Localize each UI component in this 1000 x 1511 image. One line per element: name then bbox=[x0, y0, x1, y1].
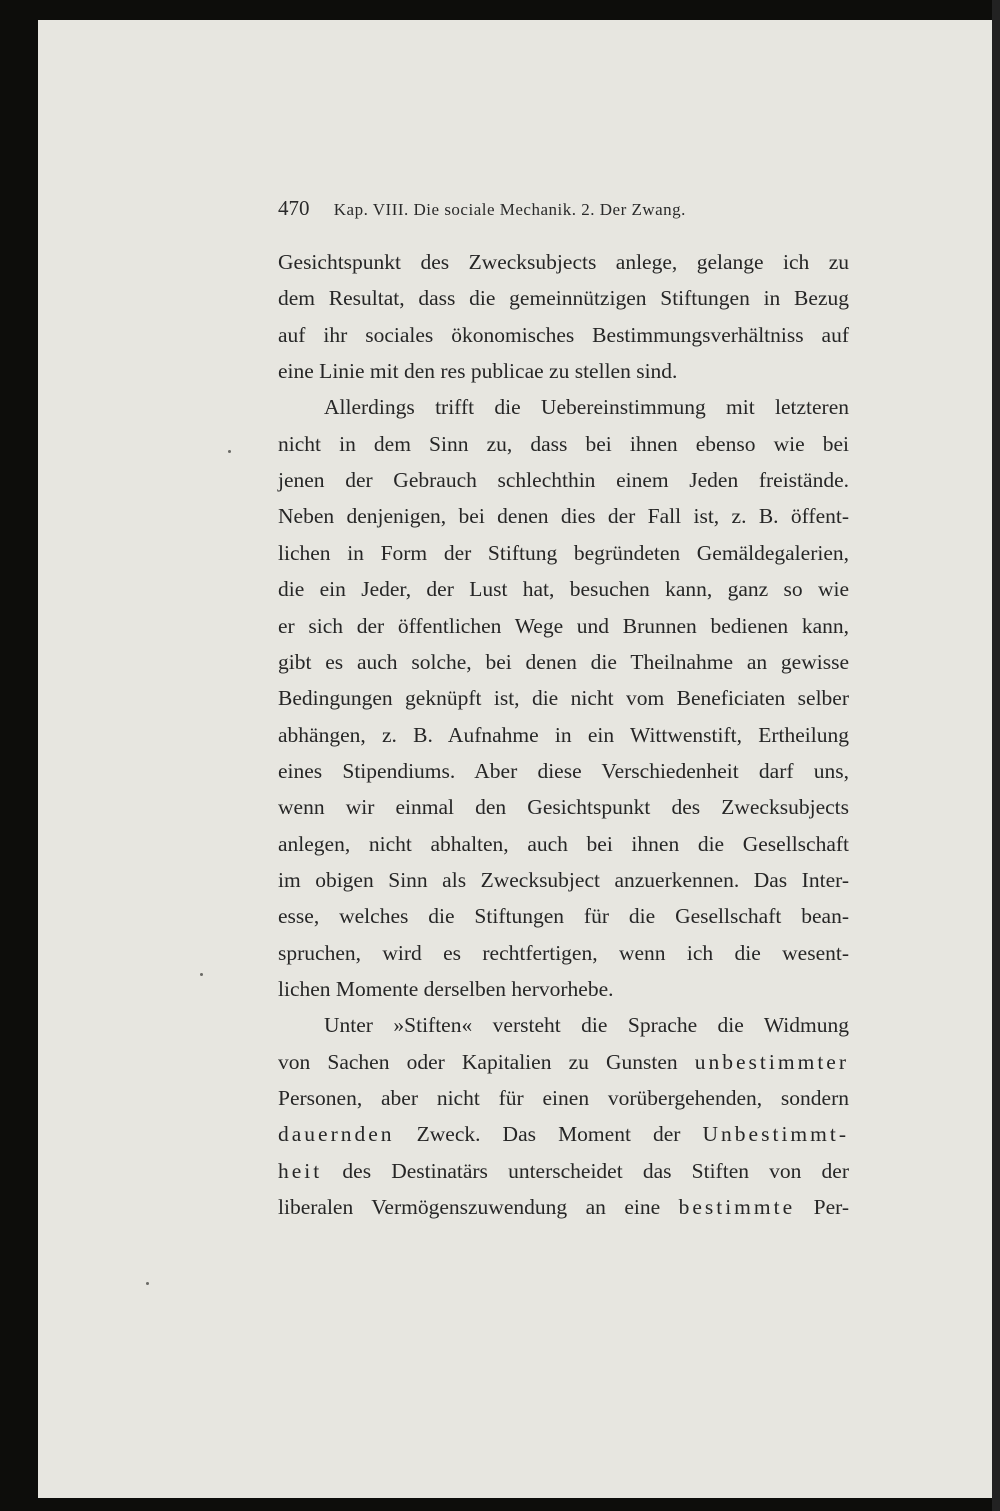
text-run: jenen der Gebrauch schlechthin einem Jeden freistände. bbox=[278, 468, 849, 493]
text-line bbox=[278, 506, 849, 528]
book-page bbox=[38, 20, 992, 1498]
text-run: er sich der öffentlichen Wege und Brunnen bedienen kann, bbox=[278, 613, 849, 638]
text-line bbox=[278, 540, 849, 565]
text-line bbox=[278, 470, 849, 492]
text-run: eines Stipendiums. Aber diese Verschiedenheit darf uns, bbox=[278, 758, 849, 783]
text-line bbox=[278, 397, 849, 419]
text-run: lichen Momente derselben hervorhebe. bbox=[278, 977, 614, 1001]
text-run: Gesichtspunkt des Zwecksubjects anlege, gelange ich zu bbox=[278, 250, 849, 274]
spaced-emphasis: Unbestimmt- bbox=[702, 1122, 849, 1147]
running-title: Kap. VIII. Die sociale Mechanik. 2. Der Zwang. bbox=[333, 200, 686, 219]
text-run: von Sachen oder Kapitalien zu Gunsten bbox=[278, 1049, 695, 1074]
text-line bbox=[278, 758, 849, 783]
spaced-emphasis: bestimmte bbox=[678, 1195, 796, 1220]
text-run: gibt es auch solche, bei denen die Theilnahme an gewisse bbox=[278, 649, 849, 674]
page-edge bbox=[992, 0, 1000, 1511]
text-line bbox=[278, 1088, 849, 1110]
paper-speck bbox=[146, 1282, 149, 1285]
text-line bbox=[278, 649, 849, 674]
text-line bbox=[278, 1124, 849, 1146]
spaced-emphasis: heit bbox=[278, 1158, 323, 1183]
text-line bbox=[278, 322, 849, 347]
text-line bbox=[278, 831, 849, 856]
text-run: liberalen Vermögenszuwendung an eine bbox=[278, 1195, 679, 1220]
text-line bbox=[278, 979, 849, 1001]
text-line bbox=[278, 722, 849, 747]
text-run: Per- bbox=[795, 1195, 849, 1220]
text-run: Personen, aber nicht für einen vorübergehenden, sondern bbox=[278, 1086, 849, 1111]
page-number: 470 bbox=[278, 196, 310, 220]
text-run: dem Resultat, dass die gemeinnützigen Stiftungen in Bezug bbox=[278, 286, 849, 311]
text-line bbox=[278, 1158, 849, 1183]
spaced-emphasis: dauernden bbox=[278, 1122, 395, 1147]
text-run: die ein Jeder, der Lust hat, besuchen kann, ganz so wie bbox=[278, 577, 849, 602]
text-line bbox=[278, 252, 849, 274]
text-run: esse, welches die Stiftungen für die Gesellschaft bean- bbox=[278, 904, 849, 929]
text-run: abhängen, z. B. Aufnahme in ein Wittwenstift, Ertheilung bbox=[278, 722, 849, 747]
text-line bbox=[278, 613, 849, 638]
text-run: Neben denjenigen, bei denen dies der Fall ist, z. B. öffent- bbox=[278, 504, 849, 529]
text-run: Unter »Stiften« versteht die Sprache die Widmung bbox=[324, 1013, 849, 1038]
text-run: Bedingungen geknüpft ist, die nicht vom Beneficiaten selber bbox=[278, 686, 849, 711]
page-header bbox=[278, 196, 798, 221]
text-run: im obigen Sinn als Zwecksubject anzuerkennen. Das Inter- bbox=[278, 867, 849, 892]
text-run: eine Linie mit den res publicae zu stellen sind. bbox=[278, 359, 678, 384]
text-line bbox=[278, 361, 849, 383]
text-run: Allerdings trifft die Uebereinstimmung mit letzteren bbox=[324, 395, 849, 420]
text-line bbox=[278, 579, 849, 601]
text-run: Zweck. Das Moment der bbox=[394, 1122, 703, 1147]
text-run: des Destinatärs unterscheidet das Stiften von der bbox=[322, 1158, 849, 1183]
text-run: lichen in Form der Stiftung begründeten Gemäldegalerien, bbox=[278, 540, 849, 565]
text-line bbox=[278, 1049, 849, 1074]
text-line bbox=[278, 797, 849, 819]
paper-speck bbox=[200, 973, 203, 976]
text-line bbox=[278, 1197, 849, 1219]
text-line bbox=[278, 940, 849, 965]
paper-speck bbox=[228, 450, 231, 453]
text-line bbox=[278, 867, 849, 892]
text-line bbox=[278, 431, 849, 456]
text-line bbox=[278, 906, 849, 928]
text-run: anlegen, nicht abhalten, auch bei ihnen die Gesellschaft bbox=[278, 831, 849, 856]
text-run: spruchen, wird es rechtfertigen, wenn ich die wesent- bbox=[278, 940, 849, 965]
text-line bbox=[278, 288, 849, 310]
spaced-emphasis: unbestimmter bbox=[694, 1049, 849, 1074]
text-run: auf ihr sociales ökonomisches Bestimmungsverhältniss auf bbox=[278, 322, 849, 347]
text-run: wenn wir einmal den Gesichtspunkt des Zwecksubjects bbox=[278, 795, 849, 820]
text-run: nicht in dem Sinn zu, dass bei ihnen ebenso wie bei bbox=[278, 431, 849, 456]
text-line bbox=[278, 688, 849, 710]
text-line bbox=[278, 1015, 849, 1037]
